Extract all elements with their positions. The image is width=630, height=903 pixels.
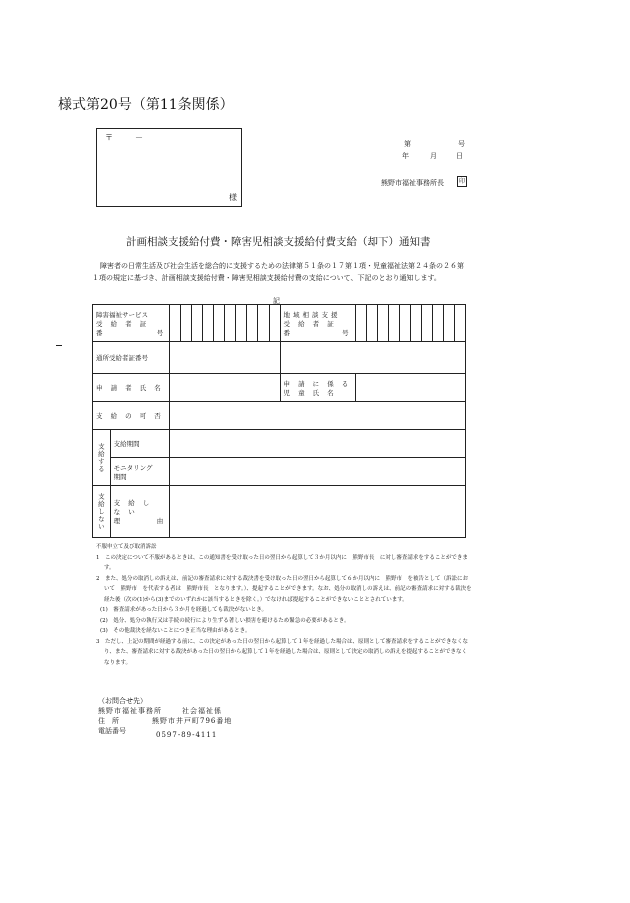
notice-title: 計画相談支援給付費・障害児相談支援給付費支給（却下）通知書 xyxy=(126,236,431,248)
label-line: 障害福祉サービス xyxy=(96,310,148,319)
table-row xyxy=(93,486,466,538)
daycare-recipient-value xyxy=(170,342,280,374)
digit-box xyxy=(421,305,432,342)
honorific: 様 xyxy=(229,193,237,202)
digit-box xyxy=(203,305,214,342)
applicant-name-value xyxy=(170,374,280,402)
table-row xyxy=(93,430,466,458)
label-line: 期間 xyxy=(113,472,127,481)
reason-label xyxy=(110,486,170,538)
label-line: 支 給 し な い xyxy=(113,499,153,516)
child-name-value xyxy=(355,374,465,402)
appeal-notes xyxy=(96,542,472,668)
table-row xyxy=(93,374,466,402)
table-row xyxy=(93,305,466,342)
digit-box xyxy=(366,305,377,342)
digit-box xyxy=(247,305,258,342)
digit-box xyxy=(225,305,236,342)
label-line: 地域相談支援 xyxy=(283,310,341,319)
digit-box xyxy=(269,305,280,342)
postal-mark: 〒 xyxy=(105,133,113,142)
label-line: モニタリング xyxy=(113,463,153,472)
table-blank xyxy=(280,342,465,374)
digit-box xyxy=(236,305,247,342)
digit-box xyxy=(170,305,181,342)
digit-box xyxy=(454,305,465,342)
notes-sub-3: (3) その他裁決を経ないことにつき正当な理由があるとき。 xyxy=(100,628,251,634)
label-line: 番 号 xyxy=(96,328,167,337)
notes-item-2: 2 また、処分の取消しの訴えは、前記の審査請求に対する裁決書を受け取った日の翌日から起算して６か月以内に 熊野市 を被告として（訴訟において 熊野市 を代表する者は 熊野市長 となります。）、提起することができます。なお、処分の取消しの訴えは、前記の審査請求に対する裁決を経た後（次の(1)から(3)までのいずれかに該当するときを除く。）でなければ提起することができないこととされています。 xyxy=(96,575,472,603)
notes-sub-1: (1) 審査請求があった日から３か月を経過しても裁決がないとき。 xyxy=(100,607,268,613)
doc-number-prefix: 第 xyxy=(404,140,411,148)
period-value xyxy=(170,430,466,458)
notes-sub-2: (2) 処分、処分の執行又は手続の続行により生ずる著しい損害を避けるため緊急の必要があるとき。 xyxy=(100,617,350,624)
contact-phone: 0597-89-4111 xyxy=(156,731,218,739)
regional-recipient-label xyxy=(280,305,355,342)
margin-mark xyxy=(56,345,62,346)
label-line: 申 請 に 係 る xyxy=(283,379,352,388)
digit-box xyxy=(377,305,388,342)
digit-box xyxy=(388,305,399,342)
contact-heading: （お問合せ先） xyxy=(98,697,147,705)
monitoring-value xyxy=(170,458,466,486)
contact-address: 熊野市井戸町796番地 xyxy=(152,717,233,725)
contact-office: 熊野市福祉事務所 xyxy=(98,707,162,715)
label-line: 番 号 xyxy=(283,328,352,337)
notes-item-3: 3 ただし、上記の期間が経過する前に、この決定があった日の翌日から起算して１年を経過した場合は、原則として審査請求をすることができなくなり、また、審査請求に対する裁決があった日の翌日から起算して１年を経過した場合は、原則として決定の取消しの訴えを提起することができなくなります。 xyxy=(96,638,468,666)
table-row xyxy=(93,342,466,374)
daycare-recipient-label: 通所受給者証番号 xyxy=(93,342,170,374)
notes-item-1: 1 この決定について不服があるときは、この通知書を受け取った日の翌日から起算して３か月以内に 熊野市長 に対し審査請求をすることができます。 xyxy=(96,554,468,571)
digit-box xyxy=(181,305,192,342)
digit-box xyxy=(432,305,443,342)
monitoring-label xyxy=(110,458,170,486)
form-title: 様式第20号（第11条関係） xyxy=(58,97,234,113)
table-row xyxy=(93,402,466,430)
contact-phone-label: 電話番号 xyxy=(98,727,126,735)
digit-box xyxy=(214,305,225,342)
date-year: 年 xyxy=(402,152,409,160)
digit-box xyxy=(443,305,454,342)
digit-box xyxy=(410,305,421,342)
postal-dash: － xyxy=(135,133,143,142)
reason-value xyxy=(170,486,466,538)
date-day: 日 xyxy=(456,152,463,160)
sender-name: 熊野市福祉事務所長 xyxy=(381,179,444,187)
digit-box xyxy=(258,305,269,342)
label-line: 理 由 xyxy=(113,517,167,525)
notes-heading: 不服申立て及び取消訴訟 xyxy=(96,544,157,550)
applicant-name-label: 申 請 者 氏 名 xyxy=(93,374,170,402)
seal-mark: 印 xyxy=(458,178,465,185)
period-label: 支給期間 xyxy=(110,430,170,458)
not-provide-group-label: 支給しない xyxy=(93,486,111,538)
provide-group-label: 支給する xyxy=(93,430,111,486)
ki-marker: 記 xyxy=(273,297,280,305)
digit-box xyxy=(192,305,203,342)
approval-label: 支 給 の 可 否 xyxy=(93,402,170,430)
label-line: 受 給 者 証 xyxy=(283,319,337,328)
date-month: 月 xyxy=(430,152,437,160)
contact-address-label: 住 所 xyxy=(98,717,119,725)
table-row xyxy=(93,458,466,486)
digit-box xyxy=(355,305,366,342)
approval-value xyxy=(170,402,466,430)
notification-table xyxy=(92,304,466,538)
contact-division: 社会福祉係 xyxy=(182,707,222,715)
child-name-label xyxy=(280,374,355,402)
label-line: 受 給 者 証 xyxy=(96,319,150,328)
recipient-address-box xyxy=(96,128,242,207)
label-line: 児 童 氏 名 xyxy=(283,388,337,397)
digit-box xyxy=(399,305,410,342)
intro-paragraph: 障害者の日常生活及び社会生活を総合的に支援するための法律第５１条の１７第１項・児童福祉法第２４条の２６第１項の規定に基づき、計画相談支援給付費・障害児相談支援給付費の支給について、下記のとおり通知します。 xyxy=(92,262,464,282)
service-recipient-label xyxy=(93,305,170,342)
doc-number-suffix: 号 xyxy=(458,140,465,148)
